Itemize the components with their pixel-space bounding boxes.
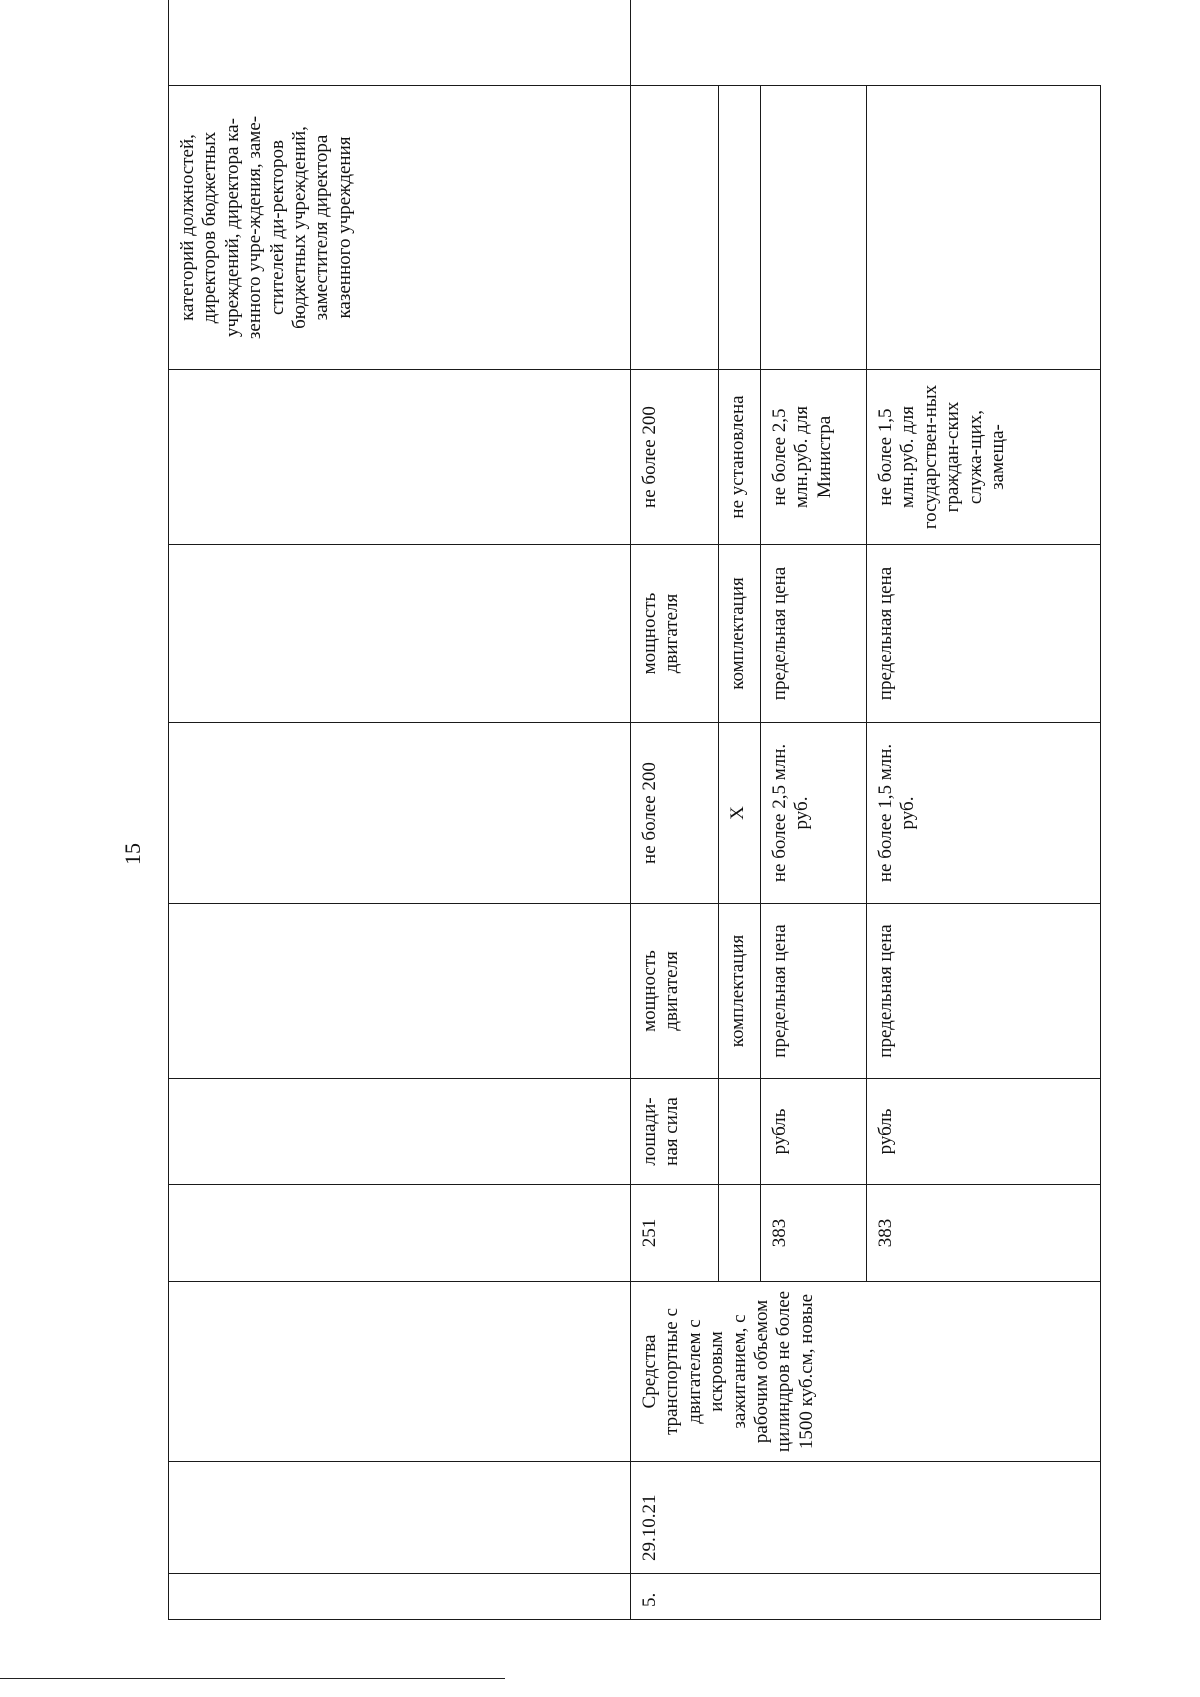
table-cell: мощность двигателя bbox=[631, 904, 719, 1079]
table-cell: лошади-ная сила bbox=[631, 1079, 719, 1185]
table-cell: категорий должностей, директоров бюджетных учреждений, директора ка-зенного учре-ждения, заме-стителей ди-ректоров бюджетных учреждений, заместителя директора казенного учреждения bbox=[169, 86, 631, 370]
table-cell: 251 bbox=[631, 1185, 719, 1282]
table-cell bbox=[169, 1462, 631, 1574]
table-cell bbox=[169, 723, 631, 904]
table-cell bbox=[761, 86, 867, 370]
page-number: 15 bbox=[120, 843, 145, 865]
table-cell bbox=[169, 1282, 631, 1462]
regulation-table-rotated bbox=[168, 80, 1100, 1620]
table-cell: не более 200 bbox=[631, 370, 719, 545]
table-cell: не более 1,5 млн.руб. для государствен-ных граждан-ских служа-щих, замеща- bbox=[867, 370, 1101, 545]
footer-rule bbox=[0, 1678, 505, 1679]
table-cell bbox=[169, 1185, 631, 1282]
table-cell bbox=[719, 1079, 761, 1185]
table-cell: не более 200 bbox=[631, 723, 719, 904]
table-row bbox=[169, 0, 631, 1620]
table-cell bbox=[169, 370, 631, 545]
table-cell: Средства транспортные с двигателем с искровым зажиганием, с рабочим объемом цилиндров не более 1500 куб.см, новые bbox=[631, 1282, 1101, 1462]
table-cell: рубль bbox=[761, 1079, 867, 1185]
table-cell bbox=[169, 0, 631, 86]
table-cell bbox=[169, 545, 631, 723]
table-cell: комплектация bbox=[719, 904, 761, 1079]
table-cell bbox=[719, 86, 761, 370]
table-cell bbox=[169, 904, 631, 1079]
table-cell bbox=[169, 1079, 631, 1185]
table-row bbox=[631, 0, 719, 1620]
table-cell bbox=[867, 86, 1101, 370]
table-cell: предельная цена bbox=[867, 904, 1101, 1079]
table-cell bbox=[169, 1574, 631, 1620]
table-cell: 29.10.21 bbox=[631, 1462, 1101, 1574]
table-cell bbox=[631, 86, 719, 370]
table-cell: 5. bbox=[631, 1574, 1101, 1620]
regulation-table bbox=[168, 0, 1101, 1620]
table-cell: не более 1,5 млн. руб. bbox=[867, 723, 1101, 904]
table-cell: 383 bbox=[761, 1185, 867, 1282]
table-cell: предельная цена bbox=[867, 545, 1101, 723]
table-cell: комплектация bbox=[719, 545, 761, 723]
table-cell: рубль bbox=[867, 1079, 1101, 1185]
table-cell: 383 bbox=[867, 1185, 1101, 1282]
table-cell: не более 2,5 млн. руб. bbox=[761, 723, 867, 904]
table-cell bbox=[719, 1185, 761, 1282]
table-cell: предельная цена bbox=[761, 545, 867, 723]
table-cell: не более 2,5 млн.руб. для Министра bbox=[761, 370, 867, 545]
table-cell: предельная цена bbox=[761, 904, 867, 1079]
table-cell: мощность двигателя bbox=[631, 545, 719, 723]
table-cell: X bbox=[719, 723, 761, 904]
table-cell: не установлена bbox=[719, 370, 761, 545]
